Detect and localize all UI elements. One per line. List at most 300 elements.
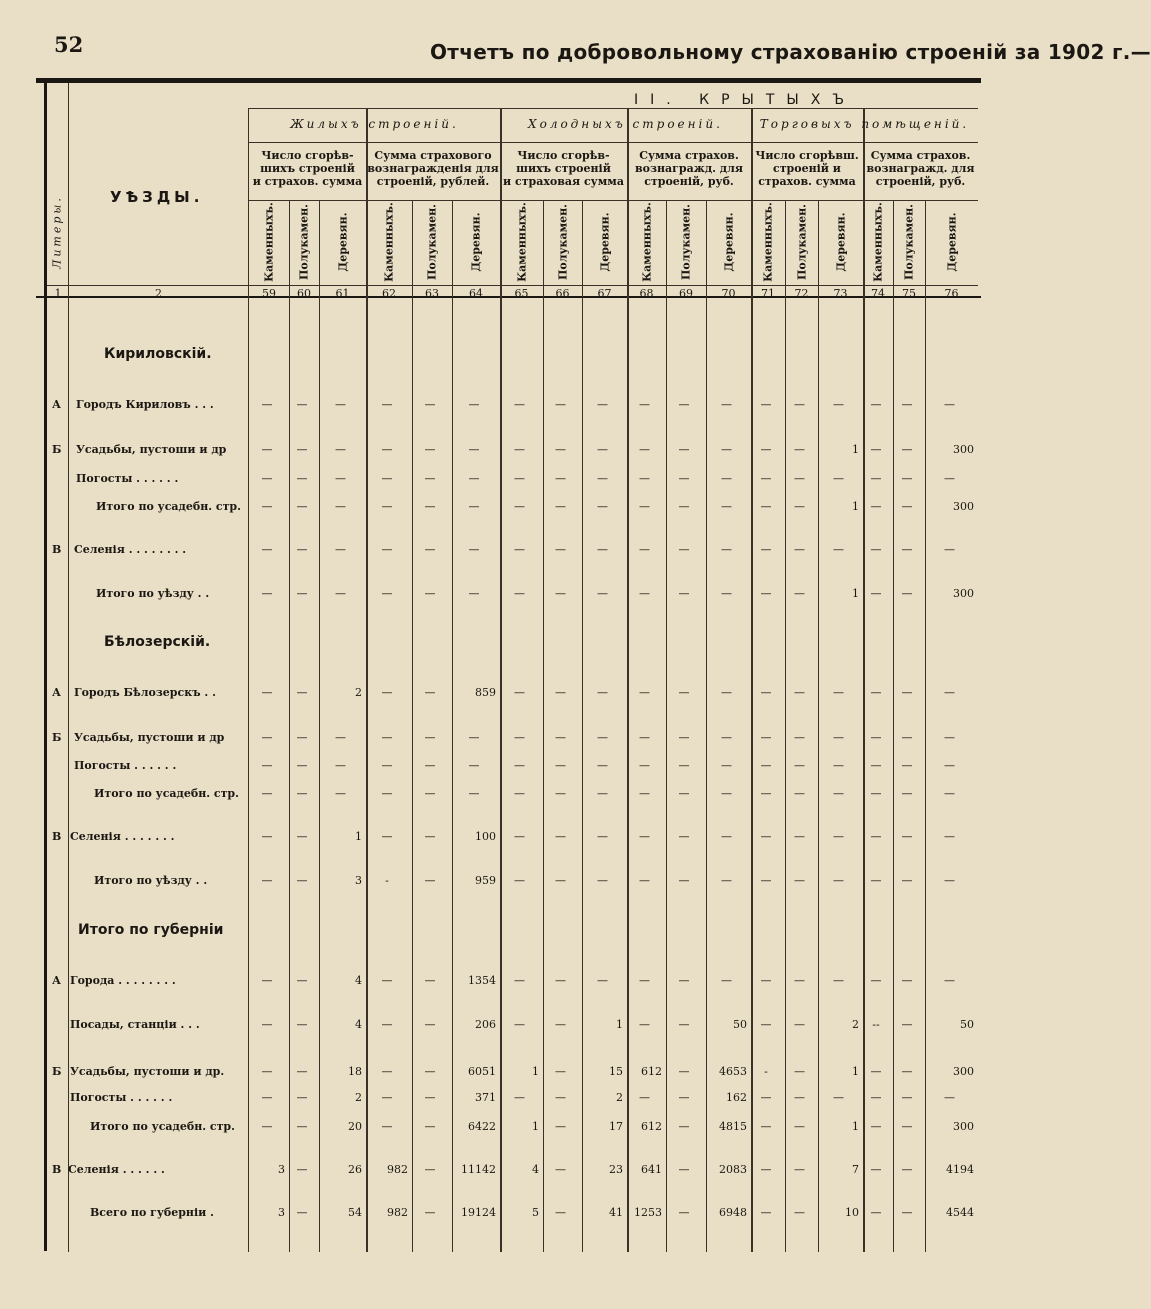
table-cell: — [794,787,805,800]
table-cell: — [794,472,805,485]
table-cell: — [678,443,690,456]
column-number: 66 [555,287,570,300]
row-label: Городъ Кириловъ . . . [76,398,214,411]
table-cell: 10 [845,1206,859,1219]
table-cell: — [424,1120,436,1133]
table-cell: 7 [852,1163,859,1176]
table-cell: — [870,1163,882,1176]
table-cell: — [870,587,882,600]
table-cell: — [424,500,436,513]
row-letter: Б [52,731,62,744]
table-cell: 2 [852,1018,859,1031]
table-cell: — [514,398,525,411]
table-cell: — [678,830,690,843]
table-cell: — [335,443,346,456]
table-cell: 4 [355,1018,362,1031]
table-cell: — [296,1206,308,1219]
table-cell: — [639,1091,650,1104]
table-cell: — [597,759,608,772]
table-cell: — [296,731,308,744]
table-cell: 50 [960,1018,974,1031]
table-cell: — [296,974,308,987]
table-cell: — [794,830,805,843]
table-cell: 300 [953,1120,974,1133]
district-title: Кириловскій. [104,346,212,362]
table-cell: — [760,472,772,485]
table-cell: — [794,731,805,744]
table-cell: 4 [532,1163,539,1176]
table-cell: — [555,1018,566,1031]
row-label: Погосты . . . . . . [76,472,179,485]
table-cell: — [678,1091,690,1104]
table-cell: — [678,974,690,987]
table-cell: — [424,787,436,800]
table-cell: — [597,686,608,699]
table-cell: — [555,787,566,800]
column-header: Каменныхъ. [761,202,775,282]
table-cell: — [555,974,566,987]
row-label: Городъ Бѣлозерскъ . . [74,686,216,699]
table-cell: — [381,472,393,485]
table-cell: — [597,830,608,843]
table-cell: 6051 [468,1065,496,1078]
table-cell: — [721,543,732,556]
table-cell: 26 [348,1163,362,1176]
table-cell: — [296,686,308,699]
table-cell: 1 [616,1018,623,1031]
table-cell: — [424,974,436,987]
table-cell: — [261,1091,273,1104]
table-cell: — [335,587,346,600]
table-cell: — [639,686,650,699]
table-cell: — [870,830,882,843]
column-number: 65 [514,287,529,300]
table-cell: — [424,543,436,556]
table-cell: — [555,500,566,513]
table-cell: 1253 [634,1206,662,1219]
table-cell: — [901,974,913,987]
table-cell: 4653 [719,1065,747,1078]
table-cell: — [424,472,436,485]
table-cell: — [555,874,566,887]
group-header: Торговыхъ помѣщеній. [759,117,970,131]
row-label: Усадьбы, пустоши и др [74,731,225,744]
table-cell: 6422 [468,1120,496,1133]
table-cell: — [870,759,882,772]
table-cell: — [870,1120,882,1133]
group-header: Жилыхъ строеній. [290,117,459,131]
row-label: Погосты . . . . . . [74,759,177,772]
column-number: 63 [425,287,439,300]
group-header: Холодныхъ строеній. [528,117,723,131]
table-main-title: II. КРЫТЫХЪ [633,92,857,108]
table-cell: 6948 [719,1206,747,1219]
table-cell: 15 [609,1065,623,1078]
table-cell: — [514,759,525,772]
table-cell: 1354 [468,974,496,987]
table-cell: — [514,830,525,843]
column-number: 1 [54,287,62,300]
table-cell: 1 [852,500,859,513]
table-cell: — [468,472,480,485]
table-cell: — [833,472,844,485]
table-cell: 612 [641,1120,662,1133]
table-cell: — [597,974,608,987]
row-letter: В [52,543,62,556]
table-cell: — [870,398,882,411]
table-cell: — [468,398,480,411]
column-number: 59 [262,287,276,300]
table-cell: — [468,500,480,513]
column-number: 72 [794,287,809,300]
table-cell: — [424,1091,436,1104]
table-cell: 5 [532,1206,539,1219]
table-cell: — [870,472,882,485]
table-cell: — [424,443,436,456]
table-cell: 18 [348,1065,362,1078]
table-top-rule [36,78,981,83]
table-cell: — [555,443,566,456]
table-cell: 3 [355,874,362,887]
column-rule [68,83,69,1252]
table-cell: — [721,874,732,887]
table-cell: — [639,974,650,987]
table-cell: -- [872,1018,880,1031]
row-letter: А [52,686,61,699]
table-cell: — [296,1163,308,1176]
table-cell: 4194 [946,1163,974,1176]
table-cell: — [833,787,844,800]
table-cell: — [794,686,805,699]
table-cell: — [639,874,650,887]
table-cell: — [261,759,273,772]
table-cell: — [468,587,480,600]
table-cell: — [381,500,393,513]
table-cell: — [721,787,732,800]
table-cell: — [760,830,772,843]
table-cell: — [424,587,436,600]
table-cell: — [794,759,805,772]
table-cell: — [555,830,566,843]
table-cell: — [678,787,690,800]
column-header: Каменныхъ. [640,202,653,282]
table-cell: — [901,759,913,772]
row-letter: Б [52,1065,62,1078]
table-cell: — [261,1120,273,1133]
table-cell: — [944,686,955,699]
table-cell: — [870,500,882,513]
table-cell: — [721,830,732,843]
row-letter: Б [52,443,62,456]
table-cell: — [514,731,525,744]
column-header: Деревян. [945,212,958,272]
row-label: Усадьбы, пустоши и др [76,443,227,456]
table-cell: — [514,686,525,699]
page-number: 52 [54,32,84,57]
page-header: Отчетъ по добровольному страхованію строеній за 1902 г.— [430,40,1151,64]
table-cell: — [597,472,608,485]
table-cell: — [555,543,566,556]
table-cell: 162 [726,1091,747,1104]
table-cell: 959 [475,874,496,887]
table-cell: — [639,500,650,513]
table-cell: — [794,874,805,887]
table-cell: 300 [953,587,974,600]
row-letter: А [52,398,61,411]
table-cell: 206 [475,1018,496,1031]
column-header: Деревян. [834,212,847,272]
column-number: 60 [297,287,311,300]
table-cell: — [381,759,393,772]
table-cell: — [760,443,772,456]
table-cell: — [721,472,732,485]
table-cell: 50 [733,1018,747,1031]
table-cell: — [833,974,844,987]
column-header: Полукамен. [297,203,311,281]
column-number: 75 [902,287,916,300]
table-cell: — [870,543,882,556]
table-cell: — [381,731,393,744]
table-cell: — [261,731,273,744]
table-cell: — [901,1206,913,1219]
table-cell: — [833,686,844,699]
table-cell: — [597,874,608,887]
subgroup-header: Сумма страхового вознагражденія для строеній, рублей. [367,149,499,188]
table-cell: — [555,1065,566,1078]
table-cell: — [639,759,650,772]
table-cell: — [335,731,346,744]
table-cell: — [424,759,436,772]
table-cell: 859 [475,686,496,699]
table-cell: 1 [852,443,859,456]
row-label: Итого по усадебн. стр. [96,500,241,513]
table-cell: 982 [387,1206,408,1219]
table-cell: — [721,759,732,772]
table-cell: — [760,787,772,800]
table-cell: — [597,787,608,800]
table-cell: — [794,1120,805,1133]
column-header: Деревян. [722,212,735,272]
table-cell: — [901,472,913,485]
table-cell: — [468,787,480,800]
table-cell: — [678,759,690,772]
table-cell: — [381,587,393,600]
table-cell: — [514,1018,525,1031]
table-cell: — [794,1163,805,1176]
table-cell: — [261,974,273,987]
table-cell: — [870,974,882,987]
table-cell: — [555,587,566,600]
table-cell: — [261,472,273,485]
table-cell: — [424,1163,436,1176]
column-number: 74 [871,287,885,300]
column-header: Каменныхъ. [515,202,528,282]
row-letter: В [52,830,62,843]
header-rule [248,142,978,143]
table-cell: — [381,686,393,699]
row-label: Всего по губерніи . [90,1206,214,1219]
table-cell: — [514,974,525,987]
table-cell: — [555,472,566,485]
table-cell: — [424,830,436,843]
table-cell: 2 [355,1091,362,1104]
table-cell: — [760,1018,772,1031]
table-cell: — [721,731,732,744]
column-number: 2 [155,287,162,300]
table-cell: — [870,443,882,456]
table-cell: 3 [278,1206,285,1219]
table-cell: — [721,587,732,600]
table-cell: — [296,1018,308,1031]
district-title: Итого по губерніи [78,922,224,938]
table-cell: — [833,543,844,556]
table-cell: — [944,874,955,887]
table-cell: — [296,874,308,887]
table-cell: — [760,1206,772,1219]
district-title: Бѣлозерскій. [104,634,211,650]
table-cell: — [555,731,566,744]
table-cell: — [901,830,913,843]
table-cell: — [678,587,690,600]
table-cell: — [721,443,732,456]
table-cell: — [381,1120,393,1133]
table-cell: — [901,398,913,411]
table-cell: — [381,974,393,987]
table-cell: — [424,1065,436,1078]
table-cell: — [296,1065,308,1078]
table-cell: 1 [852,1120,859,1133]
table-cell: 19124 [461,1206,496,1219]
table-left-border [44,83,47,1251]
table-cell: — [678,543,690,556]
table-cell: — [555,759,566,772]
table-cell: — [833,830,844,843]
column-rule [863,108,865,1252]
table-cell: — [261,830,273,843]
table-cell: — [721,500,732,513]
column-rule [366,108,368,1252]
table-cell: — [678,472,690,485]
column-number: 69 [679,287,693,300]
table-cell: — [833,731,844,744]
table-cell: — [381,443,393,456]
table-cell: — [261,874,273,887]
table-cell: — [760,874,772,887]
table-cell: — [555,686,566,699]
subgroup-header: Число сгорѣвш. строеній и страхов. сумма [755,149,859,188]
table-cell: 1 [532,1065,539,1078]
table-cell: — [261,787,273,800]
table-cell: — [794,1065,805,1078]
row-letter: В [52,1163,62,1176]
table-cell: — [381,787,393,800]
table-cell: 2 [355,686,362,699]
column-number: 62 [382,287,396,300]
table-cell: — [870,686,882,699]
table-cell: — [296,587,308,600]
table-cell: — [870,1206,882,1219]
table-cell: — [335,472,346,485]
table-cell: — [794,398,805,411]
row-label: Посады, станціи . . . [70,1018,200,1031]
row-label: Усадьбы, пустоши и др. [70,1065,225,1078]
table-cell: — [381,398,393,411]
column-header: Полукамен. [425,203,439,281]
table-cell: — [335,759,346,772]
table-cell: — [944,731,955,744]
table-cell: — [597,398,608,411]
column-header: Полукамен. [795,203,808,281]
table-cell: — [901,731,913,744]
table-cell: — [678,1163,690,1176]
table-cell: — [381,1091,393,1104]
row-label: Селенія . . . . . . . . [74,543,187,556]
table-cell: — [678,731,690,744]
row-label: Селенія . . . . . . . [70,830,175,843]
row-label: Города . . . . . . . . [70,974,176,987]
table-cell: — [296,543,308,556]
table-cell: 612 [641,1065,662,1078]
row-label: Селенія . . . . . . [68,1163,165,1176]
table-cell: — [870,731,882,744]
column-header: Каменныхъ. [871,202,885,282]
table-cell: — [261,587,273,600]
table-cell: — [794,543,805,556]
table-cell: - [385,874,389,887]
table-cell: 2083 [719,1163,747,1176]
column-header: Полукамен. [556,203,569,281]
column-header: Деревян. [336,212,349,272]
table-cell: — [597,443,608,456]
table-cell: — [794,443,805,456]
table-cell: — [381,543,393,556]
table-cell: — [639,472,650,485]
table-cell: — [597,500,608,513]
table-cell: — [944,472,955,485]
column-number: 64 [469,287,483,300]
table-cell: — [760,1120,772,1133]
table-cell: — [261,1018,273,1031]
table-cell: — [597,543,608,556]
table-cell: 300 [953,1065,974,1078]
table-cell: — [760,1091,772,1104]
table-cell: — [901,1163,913,1176]
column-number: 68 [639,287,654,300]
table-cell: — [678,1120,690,1133]
table-cell: — [794,1091,805,1104]
column-number: 70 [721,287,736,300]
table-cell: — [901,1065,913,1078]
table-cell: — [296,443,308,456]
column-rule [500,108,502,1252]
table-cell: — [901,500,913,513]
table-cell: — [597,587,608,600]
table-cell: — [639,587,650,600]
table-cell: — [944,974,955,987]
district-header: УѢЗДЫ. [110,188,204,206]
table-cell: — [424,1206,436,1219]
table-cell: — [678,1065,690,1078]
table-cell: 641 [641,1163,662,1176]
table-cell: — [870,1065,882,1078]
letters-header: Литеры. [50,195,64,269]
table-cell: — [944,398,955,411]
table-cell: — [424,731,436,744]
table-cell: — [639,1018,650,1031]
table-cell: — [424,874,436,887]
table-cell: — [261,443,273,456]
table-cell: — [639,830,650,843]
